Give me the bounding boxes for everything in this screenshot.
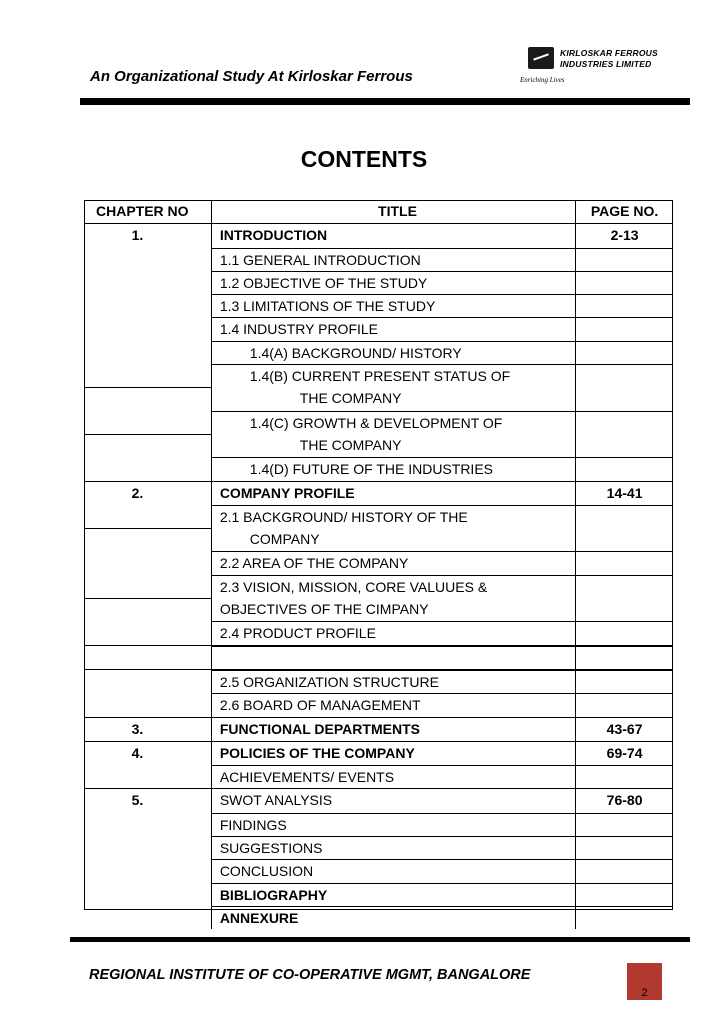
chapter-cell xyxy=(84,387,211,410)
chapter-cell xyxy=(84,859,211,882)
column-header-title: TITLE xyxy=(211,200,575,223)
title-cell: CONCLUSION xyxy=(211,859,575,882)
chapter-cell xyxy=(84,317,211,340)
table-row xyxy=(84,788,673,812)
footer-text: REGIONAL INSTITUTE OF CO-OPERATIVE MGMT, BANGALORE xyxy=(89,967,531,983)
chapter-cell: 2. xyxy=(131,484,144,501)
title-cell: 1.4(B) CURRENT PRESENT STATUS OF xyxy=(211,364,575,387)
table-row xyxy=(84,575,673,598)
table-row xyxy=(84,505,673,528)
column-header-page: PAGE NO. xyxy=(575,200,673,223)
title-cell: THE COMPANY xyxy=(211,434,575,457)
table-row xyxy=(84,271,673,294)
header-rule xyxy=(80,98,690,105)
table-row xyxy=(84,387,673,410)
table-row xyxy=(84,741,673,765)
chapter-cell xyxy=(84,813,211,836)
page-cell xyxy=(575,341,673,364)
chapter-cell xyxy=(84,411,211,434)
table-row xyxy=(84,434,673,457)
page-cell xyxy=(575,836,673,859)
page-cell: 14-41 xyxy=(575,482,673,505)
table-row xyxy=(84,551,673,574)
table-row xyxy=(84,317,673,340)
page-cell xyxy=(575,813,673,836)
table-row xyxy=(84,813,673,836)
logo-mark-icon xyxy=(528,47,554,69)
title-cell: 1.4(A) BACKGROUND/ HISTORY xyxy=(211,341,575,364)
title-cell: FUNCTIONAL DEPARTMENTS xyxy=(211,718,575,741)
title-cell: ACHIEVEMENTS/ EVENTS xyxy=(211,765,575,788)
logo-line-1: KIRLOSKAR FERROUS xyxy=(560,48,658,58)
page-cell xyxy=(575,364,673,387)
page-cell xyxy=(575,528,673,551)
table-row xyxy=(84,411,673,434)
table-row xyxy=(84,364,673,387)
page-cell xyxy=(575,387,673,410)
page-cell xyxy=(575,598,673,621)
table-row xyxy=(84,481,673,505)
page-cell xyxy=(575,670,673,693)
table-row xyxy=(84,341,673,364)
title-cell: 2.2 AREA OF THE COMPANY xyxy=(211,551,575,574)
logo-tagline: Enriching Lives xyxy=(520,76,565,84)
chapter-cell xyxy=(84,670,211,693)
chapter-cell xyxy=(84,341,211,364)
table-row xyxy=(84,248,673,271)
page-cell xyxy=(575,646,673,669)
page-cell xyxy=(575,621,673,644)
page-cell xyxy=(575,575,673,598)
chapter-cell xyxy=(84,364,211,387)
title-cell: COMPANY PROFILE xyxy=(211,482,575,505)
title-cell: 1.4(C) GROWTH & DEVELOPMENT OF xyxy=(211,411,575,434)
page-cell xyxy=(575,248,673,271)
chapter-cell xyxy=(84,434,211,457)
table-row xyxy=(84,836,673,859)
page-cell: 76-80 xyxy=(575,789,673,812)
title-cell: FINDINGS xyxy=(211,813,575,836)
title-cell: INTRODUCTION xyxy=(211,224,575,247)
table-row xyxy=(84,883,673,906)
page-cell xyxy=(575,551,673,574)
table-row xyxy=(84,906,673,929)
page-title: CONTENTS xyxy=(300,146,428,172)
title-cell: THE COMPANY xyxy=(211,387,575,410)
page-cell xyxy=(575,317,673,340)
chapter-cell xyxy=(84,646,211,669)
table-row xyxy=(84,598,673,621)
page-cell xyxy=(575,294,673,317)
page-cell: 43-67 xyxy=(575,718,673,741)
chapter-cell xyxy=(84,505,211,528)
title-cell: 2.5 ORGANIZATION STRUCTURE xyxy=(211,670,575,693)
title-cell: BIBLIOGRAPHY xyxy=(211,883,575,906)
chapter-cell xyxy=(84,621,211,644)
chapter-cell xyxy=(84,883,211,906)
table-body xyxy=(84,223,673,929)
title-cell: 2.6 BOARD OF MANAGEMENT xyxy=(211,693,575,716)
page-cell: 69-74 xyxy=(575,742,673,765)
table-row xyxy=(84,645,673,669)
running-header-title: An Organizational Study At Kirloskar Ferrous xyxy=(90,68,413,85)
title-cell: SWOT ANALYSIS xyxy=(211,789,575,812)
page-cell xyxy=(575,693,673,716)
table-row xyxy=(84,294,673,317)
table-row xyxy=(84,765,673,788)
chapter-cell: 5. xyxy=(131,792,144,809)
title-cell: 1.3 LIMITATIONS OF THE STUDY xyxy=(211,294,575,317)
page-number-box xyxy=(627,963,662,1000)
chapter-cell xyxy=(84,248,211,271)
table-row xyxy=(84,669,673,693)
chapter-cell xyxy=(84,906,211,929)
chapter-cell xyxy=(84,551,211,574)
title-cell: 1.4 INDUSTRY PROFILE xyxy=(211,317,575,340)
chapter-cell xyxy=(84,271,211,294)
table-row xyxy=(84,717,673,741)
chapter-cell xyxy=(84,528,211,551)
title-cell xyxy=(211,646,575,669)
chapter-cell xyxy=(84,457,211,480)
logo-line-2: INDUSTRIES LIMITED xyxy=(560,59,652,69)
chapter-cell xyxy=(84,294,211,317)
page-cell xyxy=(575,505,673,528)
title-cell: 1.2 OBJECTIVE OF THE STUDY xyxy=(211,271,575,294)
title-cell: ANNEXURE xyxy=(211,906,575,929)
page-cell xyxy=(575,457,673,480)
chapter-cell: 1. xyxy=(131,227,144,244)
page-cell xyxy=(575,434,673,457)
table-row xyxy=(84,693,673,716)
chapter-cell xyxy=(84,693,211,716)
page-cell xyxy=(575,271,673,294)
table-row xyxy=(84,621,673,644)
page-cell xyxy=(575,859,673,882)
page-cell: 2-13 xyxy=(575,224,673,247)
chapter-cell xyxy=(84,836,211,859)
chapter-cell xyxy=(84,575,211,598)
page-cell xyxy=(575,883,673,906)
table-row xyxy=(84,528,673,551)
title-cell: 1.4(D) FUTURE OF THE INDUSTRIES xyxy=(211,457,575,480)
title-cell: 2.1 BACKGROUND/ HISTORY OF THE xyxy=(211,505,575,528)
table-row xyxy=(84,457,673,480)
table-row xyxy=(84,859,673,882)
page-cell xyxy=(575,906,673,929)
title-cell: 2.3 VISION, MISSION, CORE VALUUES & xyxy=(211,575,575,598)
page-cell xyxy=(575,765,673,788)
chapter-cell xyxy=(84,765,211,788)
title-cell: SUGGESTIONS xyxy=(211,836,575,859)
title-cell: 1.1 GENERAL INTRODUCTION xyxy=(211,248,575,271)
title-cell: COMPANY xyxy=(211,528,575,551)
chapter-cell xyxy=(84,598,211,621)
chapter-cell: 3. xyxy=(131,720,144,737)
title-cell: 2.4 PRODUCT PROFILE xyxy=(211,621,575,644)
page-cell xyxy=(575,411,673,434)
contents-table xyxy=(84,200,673,929)
column-header-chapter: CHAPTER NO xyxy=(96,203,189,219)
chapter-cell: 4. xyxy=(131,744,144,761)
footer-rule xyxy=(70,937,690,942)
title-cell: POLICIES OF THE COMPANY xyxy=(211,742,575,765)
table-header-row xyxy=(84,200,673,223)
table-row xyxy=(84,223,673,247)
company-logo xyxy=(520,42,690,86)
page-number: 2 xyxy=(641,987,648,999)
title-cell: OBJECTIVES OF THE CIMPANY xyxy=(211,598,575,621)
